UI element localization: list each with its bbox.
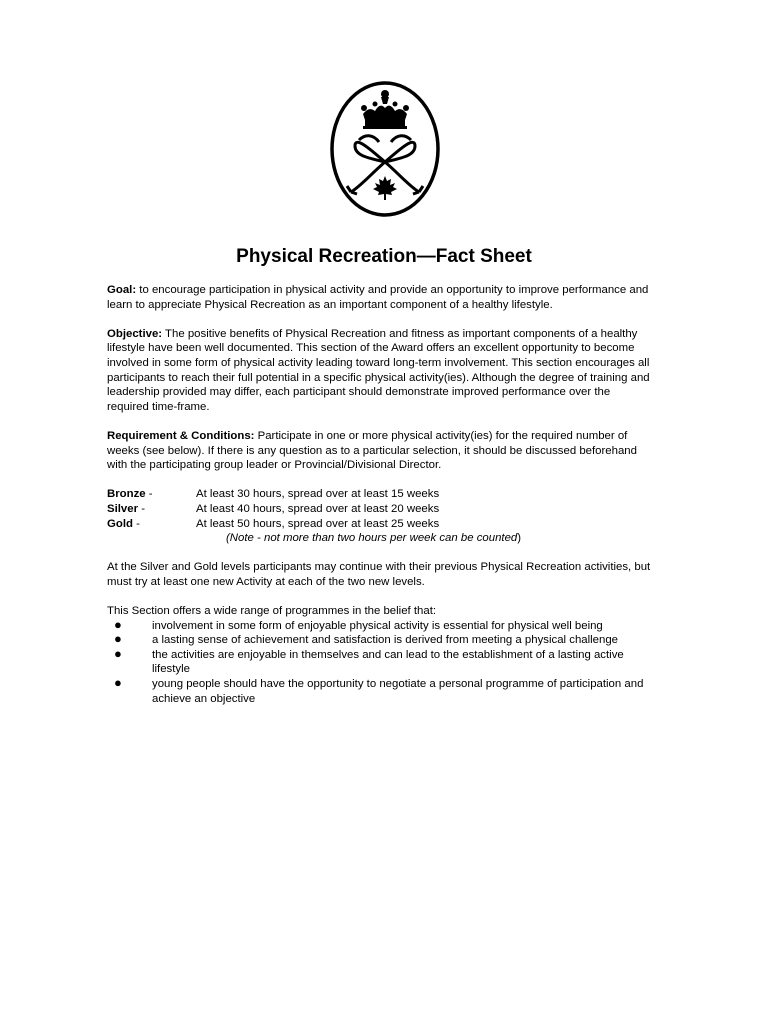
award-emblem-logo xyxy=(329,80,441,218)
award-levels xyxy=(107,487,652,545)
level-name: Bronze - xyxy=(107,488,153,501)
goal-text: to encourage participation in physical activity and provide an opportunity to improve performance and learn to appreciate Physical Recreation as an important component of a healthy lifestyle. xyxy=(107,284,649,311)
bullet-icon: ● xyxy=(114,675,122,691)
bullet-icon: ● xyxy=(114,645,122,661)
document-body xyxy=(107,283,652,706)
maple-leaf-icon xyxy=(373,176,397,200)
beliefs-list xyxy=(107,616,652,707)
programme-intro: This Section offers a wide range of programmes in the belief that: xyxy=(107,605,437,618)
level-row-bronze xyxy=(107,487,652,502)
level-name: Gold - xyxy=(107,517,140,530)
hours-note: (Note - not more than two hours per week can be counted) xyxy=(226,532,522,545)
level-row-gold xyxy=(107,517,652,532)
objective-label: Objective: xyxy=(107,327,163,340)
level-requirement: At least 30 hours, spread over at least 15 weeks xyxy=(196,488,440,501)
objective-text: The positive benefits of Physical Recreation and fitness as important components of a healthy lifestyle have been well documented. This section of the Award offers an excellent opportunity to become involved in some form of physical activity leading toward long-term involvement. This section encourages all participants to reach their full potential in a specific physical activity(ies). Although the degree of training and leadership provided may differ, each participant should demonstrate improved performance over the required time-frame. xyxy=(107,327,650,413)
requirements-text: Participate in one or more physical activity(ies) for the required number of weeks (see below). If there is any question as to a particular selection, it should be discussed beforehand with the participating group leader or Provincial/Divisional Director. xyxy=(107,429,637,472)
list-item: ● involvement in some form of enjoyable physical activity is essential for physical well being xyxy=(114,616,603,632)
goal-paragraph xyxy=(107,283,652,312)
list-item: ● a lasting sense of achievement and satisfaction is derived from meeting a physical challenge xyxy=(114,631,619,647)
goal-label: Goal: xyxy=(107,284,137,296)
level-row-silver xyxy=(107,502,652,517)
bullet-icon: ● xyxy=(114,616,122,632)
objective-paragraph xyxy=(107,327,652,415)
requirements-paragraph xyxy=(107,429,652,473)
requirements-label: Requirement & Conditions: xyxy=(107,429,255,442)
silver-gold-paragraph: At the Silver and Gold levels participants may continue with their previous Physical Recreation activities, but must try at least one new Activity at each of the two new levels. xyxy=(107,561,651,588)
level-name: Silver - xyxy=(107,502,145,515)
level-requirement: At least 50 hours, spread over at least 25 weeks xyxy=(196,517,440,530)
list-item: ● young people should have the opportunity to negotiate a personal programme of participation and achieve an objective xyxy=(114,675,644,705)
level-requirement: At least 40 hours, spread over at least 20 weeks xyxy=(196,502,440,515)
page-title: Physical Recreation—Fact Sheet xyxy=(236,246,532,267)
crown-icon xyxy=(361,90,409,129)
list-item: ● the activities are enjoyable in themselves and can lead to the establishment of a lasting active lifestyle xyxy=(114,645,624,676)
bullet-icon: ● xyxy=(114,631,122,647)
